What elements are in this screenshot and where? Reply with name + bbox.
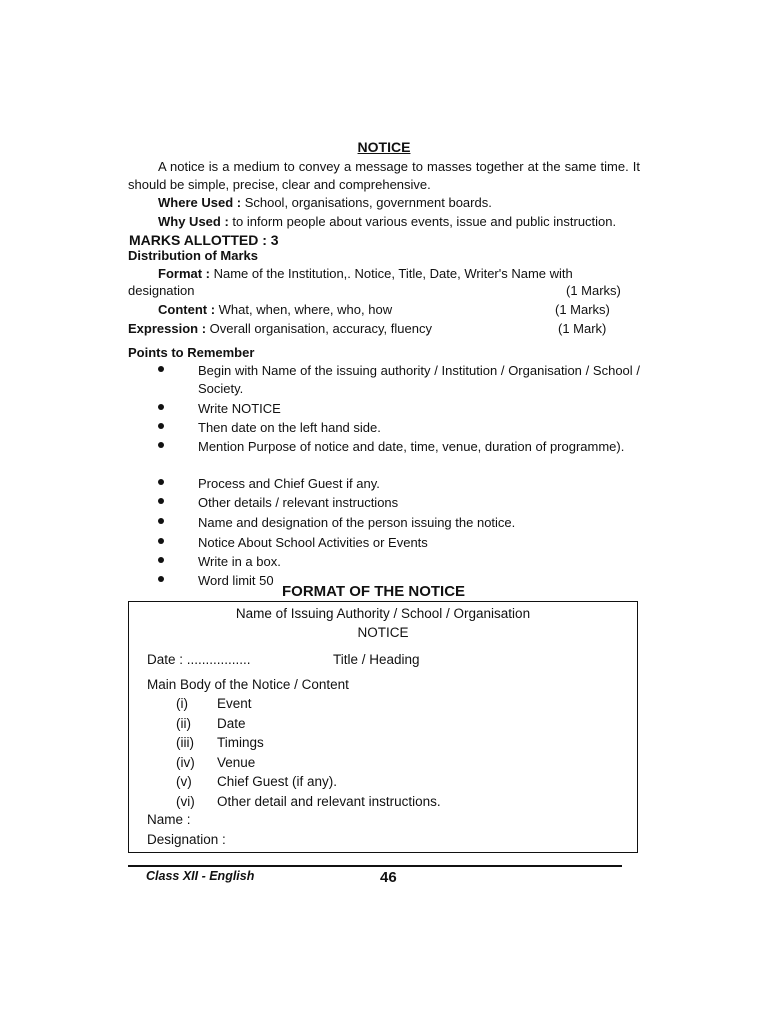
box-list-text: Other detail and relevant instructions. <box>217 793 441 809</box>
footer-page-number: 46 <box>380 869 397 886</box>
bullet-dot <box>158 366 164 372</box>
box-name: Name : <box>147 812 191 827</box>
box-list-text: Venue <box>217 754 256 770</box>
box-list-text: Date <box>217 715 246 731</box>
box-list-number: (ii) <box>176 715 191 731</box>
point-item: Word limit 50 <box>198 573 274 588</box>
format-heading: FORMAT OF THE NOTICE <box>282 583 466 600</box>
expression-marks: (1 Mark) <box>558 321 607 336</box>
format-marks: (1 Marks) <box>566 283 621 298</box>
format-cont: designation <box>128 283 195 298</box>
box-list-text: Timings <box>217 735 264 750</box>
bullet-dot <box>158 442 164 448</box>
distribution-heading: Distribution of Marks <box>128 248 259 263</box>
bullet-dot <box>158 498 164 504</box>
expression-label: Expression : <box>128 321 207 336</box>
point-item: Notice About School Activities or Events <box>198 535 428 550</box>
content-text: What, when, where, who, how <box>215 302 393 317</box>
point-item: Begin with Name of the issuing authority / Institution / Organisation / School / Society. <box>198 363 640 396</box>
footer-rule <box>128 865 622 867</box>
content-line <box>158 302 392 317</box>
section-heading-notice: NOTICE <box>357 139 411 155</box>
expression-line <box>128 321 432 336</box>
box-authority: Name of Issuing Authority / School / Organisation <box>235 606 531 621</box>
point-item: Then date on the left hand side. <box>198 420 381 435</box>
box-date: Date : ................. <box>147 652 251 667</box>
box-list-number: (i) <box>176 696 188 711</box>
box-list-number: (v) <box>176 774 192 789</box>
box-title: Title / Heading <box>333 652 420 667</box>
expression-text: Overall organisation, accuracy, fluency <box>206 321 432 336</box>
bullet-dot <box>158 538 164 544</box>
point-item: Name and designation of the person issuing the notice. <box>198 515 516 530</box>
where-used-label: Where Used : <box>158 195 242 210</box>
where-used-text: School, organisations, government boards. <box>241 195 492 210</box>
marks-allotted-heading: MARKS ALLOTTED : 3 <box>129 232 279 248</box>
content-label: Content : <box>158 302 216 317</box>
bullet-dot <box>158 423 164 429</box>
box-list-text: Chief Guest (if any). <box>217 774 338 789</box>
box-notice: NOTICE <box>357 625 409 640</box>
notice-intro-paragraph: A notice is a medium to convey a message to masses together at the same time. It should be simple, precise, clear and comprehensive. <box>128 159 640 192</box>
points-heading: Points to Remember <box>128 345 255 360</box>
format-box <box>128 601 638 853</box>
box-list-text: Event <box>217 696 252 711</box>
why-used-label: Why Used : <box>158 214 229 229</box>
point-item: Other details / relevant instructions <box>198 495 399 510</box>
box-list-number: (vi) <box>176 793 195 809</box>
point-item: Mention Purpose of notice and date, time, venue, duration of programme). <box>198 439 625 454</box>
box-designation: Designation : <box>147 832 226 847</box>
bullet-dot <box>158 404 164 410</box>
box-list-number: (iv) <box>176 754 195 770</box>
format-label: Format : <box>158 266 210 281</box>
point-item: Process and Chief Guest if any. <box>198 476 380 491</box>
box-main-body: Main Body of the Notice / Content <box>147 677 349 692</box>
point-item: Write NOTICE <box>198 401 281 416</box>
bullet-dot <box>158 576 164 582</box>
bullet-dot <box>158 518 164 524</box>
format-marks-line <box>158 266 640 281</box>
footer-class: Class XII - English <box>146 869 255 883</box>
format-text: Name of the Institution,. Notice, Title, Date, Writer's Name with <box>210 266 573 281</box>
box-list-number: (iii) <box>176 735 194 750</box>
content-marks: (1 Marks) <box>555 302 610 317</box>
where-used-line <box>158 195 492 210</box>
point-item: Write in a box. <box>198 554 281 569</box>
bullet-dot <box>158 557 164 563</box>
why-used-line <box>158 214 616 229</box>
bullet-dot <box>158 479 164 485</box>
why-used-text: to inform people about various events, issue and public instruction. <box>228 214 617 229</box>
